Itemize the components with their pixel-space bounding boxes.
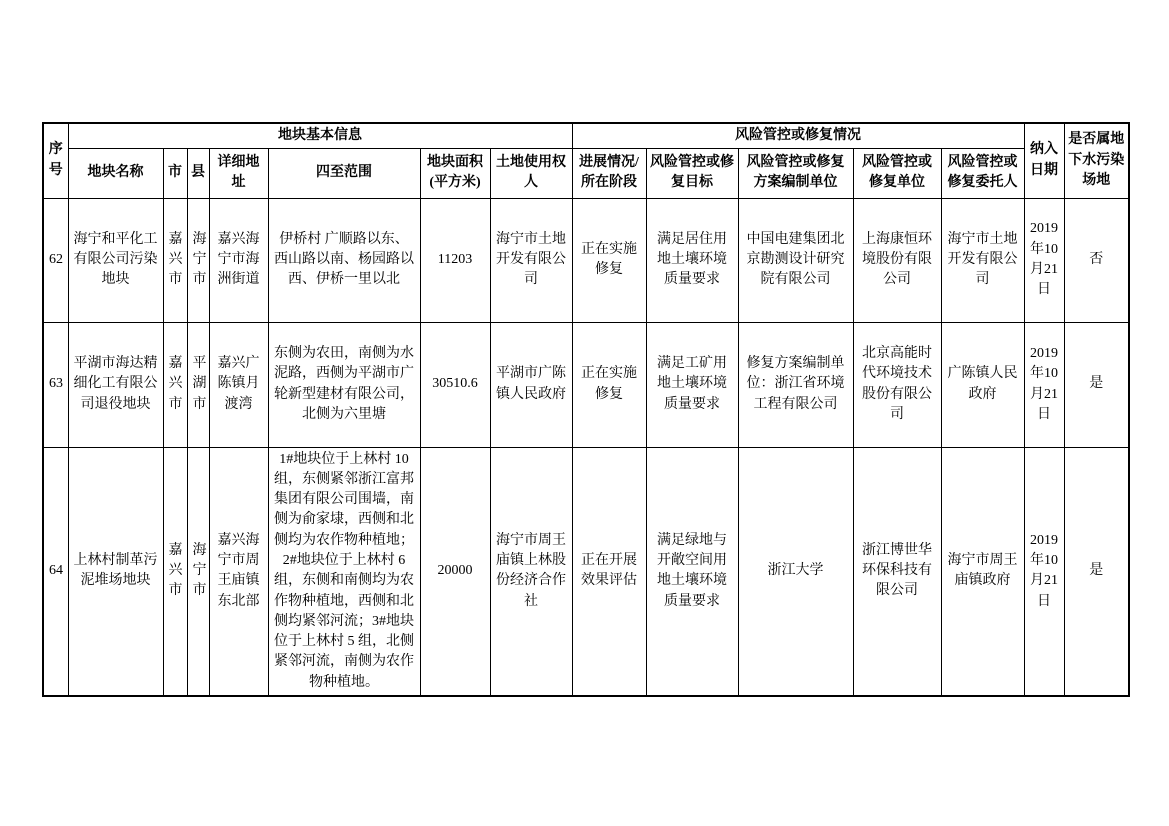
group-header-basic-info: 地块基本信息 [68, 123, 572, 148]
cell-city: 嘉兴市 [163, 198, 187, 322]
col-header-client: 风险管控或修复委托人 [941, 148, 1024, 198]
cell-progress: 正在实施修复 [572, 322, 646, 447]
cell-county: 平湖市 [187, 322, 209, 447]
cell-address: 嘉兴海宁市海洲街道 [209, 198, 268, 322]
cell-land-user: 海宁市土地开发有限公司 [490, 198, 572, 322]
cell-county: 海宁市 [187, 447, 209, 696]
cell-target: 满足工矿用地土壤环境质量要求 [646, 322, 738, 447]
cell-progress: 正在实施修复 [572, 198, 646, 322]
cell-county: 海宁市 [187, 198, 209, 322]
cell-groundwater: 是 [1064, 447, 1129, 696]
col-header-parcel-name: 地块名称 [68, 148, 163, 198]
cell-client: 广陈镇人民政府 [941, 322, 1024, 447]
table-body [43, 198, 1129, 696]
cell-name: 上林村制革污泥堆场地块 [68, 447, 163, 696]
cell-index: 64 [43, 447, 68, 696]
cell-client: 海宁市土地开发有限公司 [941, 198, 1024, 322]
header-row-groups [43, 123, 1129, 148]
cell-index: 63 [43, 322, 68, 447]
col-header-address: 详细地址 [209, 148, 268, 198]
cell-date: 2019年10月21日 [1024, 447, 1064, 696]
col-header-progress: 进展情况/所在阶段 [572, 148, 646, 198]
table-row [43, 198, 1129, 322]
cell-land-user: 平湖市广陈镇人民政府 [490, 322, 572, 447]
cell-area: 11203 [420, 198, 490, 322]
cell-index: 62 [43, 198, 68, 322]
cell-name: 平湖市海达精细化工有限公司退役地块 [68, 322, 163, 447]
cell-client: 海宁市周王庙镇政府 [941, 447, 1024, 696]
col-header-index: 序号 [43, 123, 68, 198]
cell-plan-unit: 浙江大学 [738, 447, 853, 696]
col-header-boundaries: 四至范围 [268, 148, 420, 198]
cell-boundaries: 伊桥村 广顺路以东、西山路以南、杨园路以西、伊桥一里以北 [268, 198, 420, 322]
cell-groundwater: 是 [1064, 322, 1129, 447]
col-header-groundwater: 是否属地下水污染场地 [1064, 123, 1129, 198]
cell-remediation-unit: 上海康恒环境股份有限公司 [853, 198, 941, 322]
cell-progress: 正在开展效果评估 [572, 447, 646, 696]
col-header-target: 风险管控或修复目标 [646, 148, 738, 198]
group-header-risk-info: 风险管控或修复情况 [572, 123, 1024, 148]
cell-date: 2019年10月21日 [1024, 198, 1064, 322]
col-header-plan-unit: 风险管控或修复方案编制单位 [738, 148, 853, 198]
cell-city: 嘉兴市 [163, 322, 187, 447]
cell-target: 满足居住用地土壤环境质量要求 [646, 198, 738, 322]
cell-plan-unit: 中国电建集团北京勘测设计研究院有限公司 [738, 198, 853, 322]
cell-groundwater: 否 [1064, 198, 1129, 322]
cell-address: 嘉兴广陈镇月渡湾 [209, 322, 268, 447]
col-header-area: 地块面积(平方米) [420, 148, 490, 198]
cell-date: 2019年10月21日 [1024, 322, 1064, 447]
cell-name: 海宁和平化工有限公司污染地块 [68, 198, 163, 322]
cell-remediation-unit: 浙江博世华环保科技有限公司 [853, 447, 941, 696]
col-header-inclusion-date: 纳入日期 [1024, 123, 1064, 198]
land-parcel-table [42, 122, 1130, 697]
cell-address: 嘉兴海宁市周王庙镇东北部 [209, 447, 268, 696]
cell-boundaries: 东侧为农田，南侧为水泥路，西侧为平湖市广轮新型建材有限公司，北侧为六里塘 [268, 322, 420, 447]
cell-boundaries: 1#地块位于上林村 10 组，东侧紧邻浙江富邦集团有限公司围墙，南侧为俞家埭，西侧和北侧均为农作物种植地；2#地块位于上林村 6 组，东侧和南侧均为农作物种植地，西侧和北侧均紧邻河流；3#地块位于上林村 5 组，北侧紧邻河流，南侧为农作物种植地。 [268, 447, 420, 696]
header-row-columns [43, 148, 1129, 198]
table-row [43, 322, 1129, 447]
cell-area: 20000 [420, 447, 490, 696]
col-header-city: 市 [163, 148, 187, 198]
table-row [43, 447, 1129, 696]
col-header-county: 县 [187, 148, 209, 198]
cell-target: 满足绿地与开敞空间用地土壤环境质量要求 [646, 447, 738, 696]
col-header-remediation-unit: 风险管控或修复单位 [853, 148, 941, 198]
cell-city: 嘉兴市 [163, 447, 187, 696]
col-header-land-user: 土地使用权人 [490, 148, 572, 198]
cell-remediation-unit: 北京高能时代环境技术股份有限公司 [853, 322, 941, 447]
cell-area: 30510.6 [420, 322, 490, 447]
cell-plan-unit: 修复方案编制单位：浙江省环境工程有限公司 [738, 322, 853, 447]
cell-land-user: 海宁市周王庙镇上林股份经济合作社 [490, 447, 572, 696]
